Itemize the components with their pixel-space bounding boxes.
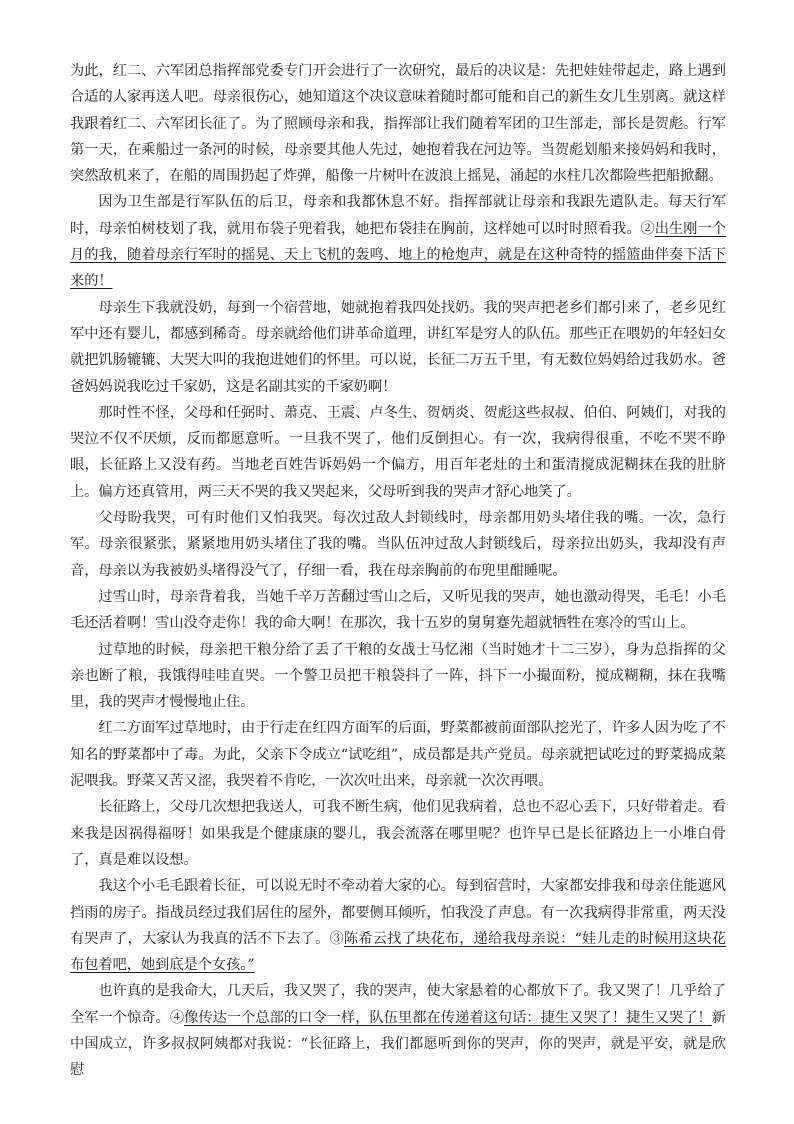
text-span: 我这个小毛毛跟着长征，可以说无时不牵动着大家的心。每到宿营时，大家都安排我和母亲住能遮风挡雨的房子。指战员经过我们居住的屋外，都要侧耳倾听，怕我没了声息。有一次我病得非常重，两天没有哭声了，大家认为我真的活不下去了。③ bbox=[70, 878, 726, 947]
underlined-sentence-3: 陈希云找了块花布，递给我母亲说：“娃儿走的时候用这块花布包着吧，她到底是个女孩。” bbox=[70, 930, 726, 974]
paragraph-1 bbox=[70, 58, 726, 189]
text-span: 那时性不怪，父母和任弼时、萧克、王震、卢冬生、贺炳炎、贺彪这些叔叔、伯伯、阿姨们，对我的哭泣不仅不厌烦，反而都愿意听。一旦我不哭了，他们反倒担心。有一次，我病得很重，不吃不哭不睁眼，长征路上又没有药。当地老百姓告诉妈妈一个偏方，用百年老灶的土和蛋清搅成泥糊抹在我的肚脐上。偏方还真管用，两三天不哭的我又哭起来，父母听到我的哭声才舒心地笑了。 bbox=[70, 404, 726, 500]
text-span: 长征路上，父母几次想把我送人，可我不断生病，他们见我病着，总也不忍心丢下，只好带着走。看来我是因祸得福呀！如果我是个健康康的婴儿，我会流落在哪里呢？也许早已是长征路边上一小堆白骨了，真是难以设想。 bbox=[70, 799, 726, 868]
paragraph-8 bbox=[70, 715, 726, 794]
text-span: 也许真的是我命大，几天后，我又哭了，我的哭声，使大家悬着的心都放下了。我又哭了！几乎给了全军一个惊奇。④ bbox=[70, 983, 726, 1026]
paragraph-6 bbox=[70, 584, 726, 637]
underlined-sentence-2: 出生刚一个月的我，随着母亲行军时的摇晃、天上飞机的轰鸣、地上的枪炮声，就是在这种奇特的摇篮曲伴奏下活下来的！ bbox=[70, 220, 726, 290]
paragraph-4 bbox=[70, 400, 726, 505]
paragraph-7 bbox=[70, 637, 726, 716]
text-span: 过草地的时候，母亲把干粮分给了丢了干粮的女战士马忆湘（当时她才十二三岁），身为总指挥的父亲也断了粮，我饿得哇哇直哭。一个警卫员把干粮袋抖了一阵，抖下一小撮面粉，搅成糊糊，抹在我嘴里，我的哭声才慢慢地止住。 bbox=[70, 641, 726, 711]
text-span: 新中国成立，许多叔叔阿姨都对我说：“长征路上，我们都愿听到你的哭声，你的哭声，就是平安，就是欣慰 bbox=[70, 1009, 726, 1079]
paragraph-9 bbox=[70, 794, 726, 873]
text-span: 因为卫生部是行军队伍的后卫，母亲和我都休息不好。指挥部就让母亲和我跟先遣队走。每天行军时，母亲怕树枝划了我，就用布袋子兜着我，她把布袋挂在胸前，这样她可以时时照看我。② bbox=[70, 194, 726, 237]
text-span: 为此，红二、六军团总指挥部党委专门开会进行了一次研究，最后的决议是：先把娃娃带起走，路上遇到合适的人家再送人吧。母亲很伤心，她知道这个决议意味着随时都可能和自己的新生女儿生别离。就这样我跟着红二、六军团长征了。为了照顾母亲和我，指挥部让我们随着军团的卫生部走，部长是贺彪。行军第一天，在乘船过一条河的时候，母亲要其他人先过，她抱着我在河边等。当贺彪划船来接妈妈和我时，突然敌机来了，在船的周围扔起了炸弹，船像一片树叶在波浪上摇晃，涌起的水柱几次都险些把船掀翻。 bbox=[70, 63, 726, 185]
text-span: 过雪山时，母亲背着我，当她千辛万苦翻过雪山之后，又听见我的哭声，她也激动得哭，毛毛！小毛毛还活着啊！雪山没夺走你！我的命大啊！在那次，我十五岁的舅舅蹇先超就牺牲在寒冷的雪山上。 bbox=[70, 588, 726, 632]
paragraph-3 bbox=[70, 295, 726, 400]
text-span: 红二方面军过草地时，由于行走在红四方面军的后面，野菜都被前面部队挖光了，许多人因为吃了不知名的野菜都中了毒。为此，父亲下令成立“试吃组”，成员都是共产党员。母亲就把试吃过的野菜捣成菜泥喂我。野菜又苦又涩，我哭着不肯吃，一次次吐出来，母亲就一次次再喂。 bbox=[70, 720, 726, 790]
text-span: 母亲生下我就没奶，每到一个宿营地，她就抱着我四处找奶。我的哭声把老乡们都引来了，老乡见红军中还有婴儿，都感到稀奇。母亲就给他们讲革命道理，讲红军是穷人的队伍。那些正在喂奶的年轻妇女就把饥肠辘辘、大哭大叫的我抱进她们的怀里。可以说，长征二万五千里，有无数位妈妈给过我奶水。爸爸妈妈说我吃过千家奶，这是名副其实的千家奶啊！ bbox=[70, 299, 726, 395]
paragraph-10 bbox=[70, 873, 726, 978]
underlined-sentence-4: 像传达一个总部的口令一样，队伍里都在传递着这句话：捷生又哭了！捷生又哭了！ bbox=[184, 1009, 712, 1026]
paragraph-5 bbox=[70, 505, 726, 584]
paragraph-2 bbox=[70, 189, 726, 294]
document-body bbox=[70, 58, 726, 1084]
text-span: 父母盼我哭，可有时他们又怕我哭。每次过敌人封锁线时，母亲都用奶头堵住我的嘴。一次，急行军。母亲很紧张，紧紧地用奶头堵住了我的嘴。当队伍冲过敌人封锁线后，母亲拉出奶头，我却没有声音，母亲以为我被奶头堵得没气了，仔细一看，我在母亲胸前的布兜里酣睡呢。 bbox=[70, 510, 726, 579]
paragraph-11 bbox=[70, 978, 726, 1083]
